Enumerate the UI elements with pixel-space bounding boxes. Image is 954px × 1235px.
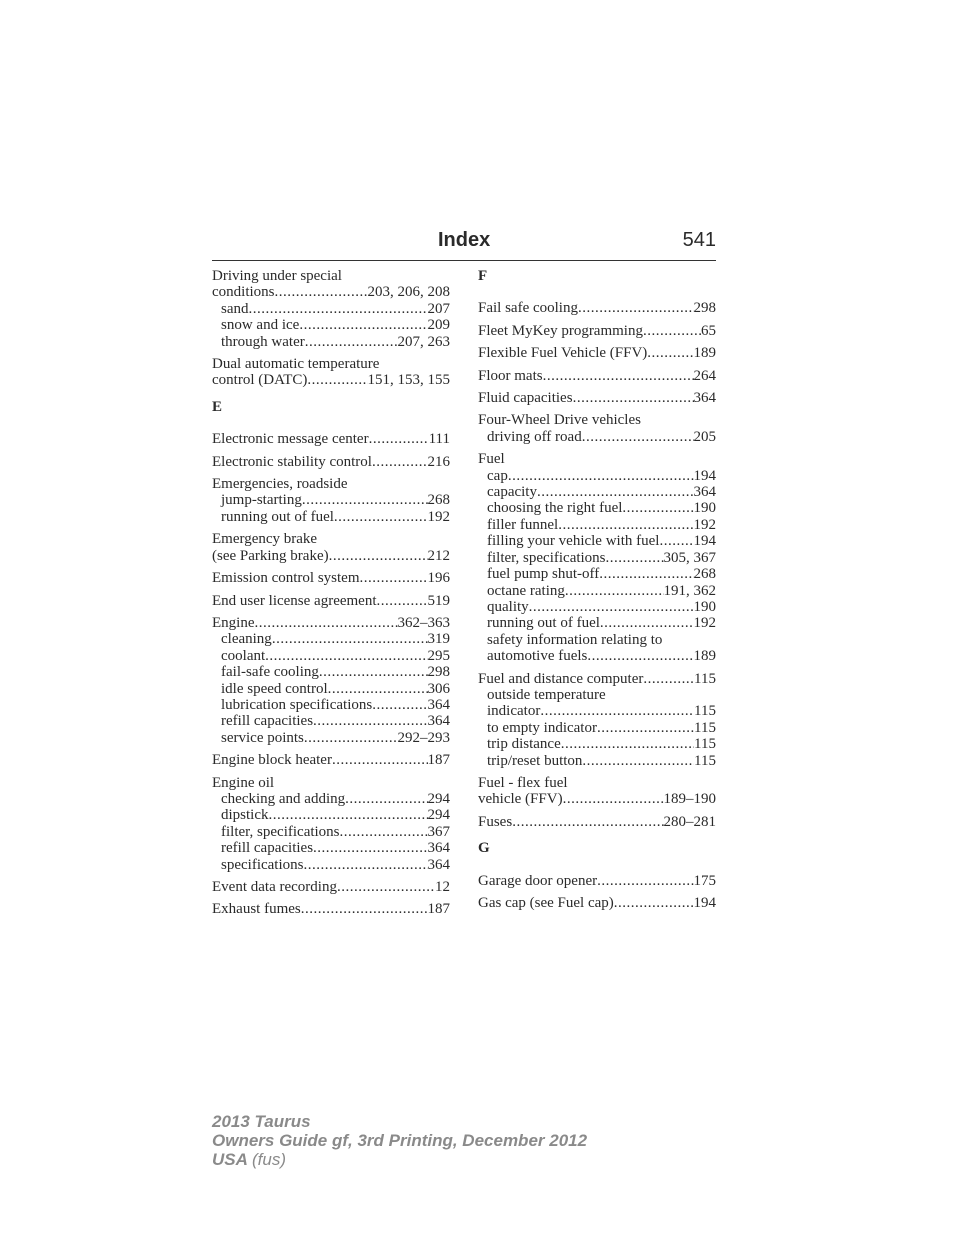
page-number: 541	[682, 229, 716, 251]
entry-text: Four-Wheel Drive vehicles	[478, 412, 641, 429]
entry-text: trip/reset button	[487, 752, 583, 769]
leader-dots	[561, 736, 694, 752]
leader-dots	[332, 752, 428, 768]
leader-dots	[255, 615, 398, 631]
index-subentry	[212, 807, 450, 823]
index-entry-line	[478, 390, 716, 406]
page-reference: 115	[694, 670, 716, 687]
page-reference: 367	[427, 823, 450, 840]
entry-text: through water	[221, 333, 305, 350]
entry-text: service points	[221, 729, 304, 746]
page-reference: 111	[428, 431, 450, 448]
entry-text: Flexible Fuel Vehicle (FFV)	[478, 345, 648, 362]
leader-dots	[529, 599, 694, 615]
index-subentry	[212, 317, 450, 333]
page-reference: 362–363	[397, 614, 450, 631]
index-subentry	[478, 429, 716, 445]
entry-text: driving off road	[487, 428, 582, 445]
page-reference: 280–281	[663, 813, 716, 830]
leader-dots	[372, 697, 427, 713]
entry-text: filling your vehicle with fuel	[487, 533, 660, 550]
page-reference: 292–293	[397, 729, 450, 746]
index-entry-line	[212, 879, 450, 895]
section-letter: G	[478, 840, 490, 857]
entry-text: trip distance	[487, 736, 561, 753]
index-entry-line	[212, 593, 450, 609]
leader-dots	[313, 713, 427, 729]
index-entry-line	[212, 372, 450, 388]
entry-text: Garage door opener	[478, 872, 598, 889]
section-letter: F	[478, 268, 488, 284]
entry-text: Fuel - flex fuel	[478, 774, 568, 791]
leader-dots	[622, 500, 693, 516]
index-subentry	[478, 566, 716, 582]
page-reference: 364	[693, 390, 716, 407]
entry-text: Fluid capacities	[478, 390, 573, 407]
entry-text: Driving under special	[212, 268, 342, 284]
page-reference: 189	[693, 648, 716, 665]
page-reference: 190	[693, 598, 716, 615]
footer	[212, 1112, 587, 1169]
index-entry	[212, 615, 450, 746]
index-entry-line	[212, 476, 450, 492]
entry-text: lubrication specifications	[221, 696, 373, 713]
index-entry	[212, 431, 450, 447]
index-entry	[212, 593, 450, 609]
entry-text: dipstick	[221, 807, 269, 824]
index-subentry	[212, 697, 450, 713]
leader-dots	[537, 484, 694, 500]
index-subentry	[212, 791, 450, 807]
leader-dots	[360, 570, 428, 586]
leader-dots	[334, 509, 428, 525]
leader-dots	[328, 681, 428, 697]
index-subentry	[478, 500, 716, 516]
page-reference: 268	[427, 492, 450, 509]
leader-dots	[543, 368, 694, 384]
page-reference: 190	[693, 500, 716, 517]
entry-text: Electronic stability control	[212, 453, 372, 470]
page-reference: 294	[427, 790, 450, 807]
index-entry	[478, 412, 716, 445]
leader-dots	[600, 615, 694, 631]
entry-text: idle speed control	[221, 680, 328, 697]
index-entry	[212, 775, 450, 873]
index-entry-line	[212, 752, 450, 768]
entry-text: Engine block heater	[212, 752, 332, 769]
leader-dots	[345, 791, 427, 807]
index-entry	[478, 671, 716, 769]
index-entry	[478, 873, 716, 889]
index-subentry	[478, 736, 716, 752]
index-subentry	[212, 824, 450, 840]
entry-text: Emergencies, roadside	[212, 476, 348, 493]
leader-dots	[305, 334, 398, 350]
entry-text: Event data recording	[212, 879, 337, 895]
index-entry-line	[478, 300, 716, 316]
page-reference: 364	[427, 696, 450, 713]
page-reference: 519	[427, 592, 450, 609]
entry-text: checking and adding	[221, 790, 346, 807]
index-subentry	[478, 632, 716, 648]
index-subentry	[212, 648, 450, 664]
index-entry-line	[478, 412, 716, 428]
leader-dots	[582, 753, 694, 769]
index-entry-line	[212, 901, 450, 917]
page-reference: 294	[427, 807, 450, 824]
index-subentry	[478, 599, 716, 615]
page-reference: 189	[693, 345, 716, 362]
index-entry-line	[478, 323, 716, 339]
entry-text: snow and ice	[221, 317, 300, 334]
entry-text: capacity	[487, 484, 537, 501]
entry-text: Engine	[212, 614, 255, 631]
index-entry	[478, 368, 716, 384]
page-reference: 151, 153, 155	[367, 372, 450, 389]
index-entry-line	[212, 268, 450, 284]
index-entry	[212, 454, 450, 470]
leader-dots	[587, 648, 693, 664]
entry-text: fuel pump shut-off	[487, 566, 600, 583]
page-reference: 364	[427, 713, 450, 730]
page-reference: 203, 206, 208	[367, 284, 450, 301]
index-entry	[212, 901, 450, 917]
index-entry	[478, 300, 716, 316]
page-reference: 12	[435, 879, 450, 895]
index-subentry	[212, 492, 450, 508]
leader-dots	[659, 533, 693, 549]
index-entry-line	[212, 775, 450, 791]
page-reference: 115	[694, 719, 716, 736]
leader-dots	[329, 548, 428, 564]
entry-text: Dual automatic temperature	[212, 356, 380, 373]
index-subentry	[212, 334, 450, 350]
index-entry	[212, 879, 450, 895]
index-entry	[212, 356, 450, 389]
leader-dots	[302, 492, 428, 508]
entry-text: Emergency brake	[212, 531, 318, 548]
page-reference: 268	[693, 566, 716, 583]
entry-text: Fleet MyKey programming	[478, 322, 643, 339]
index-entry-line	[212, 431, 450, 447]
page-reference: 65	[701, 322, 716, 339]
entry-text: Emission control system	[212, 570, 360, 587]
index-entry-line	[478, 814, 716, 830]
leader-dots	[606, 550, 664, 566]
entry-text: refill capacities	[221, 840, 314, 857]
leader-dots	[563, 791, 664, 807]
index-entry-line	[212, 548, 450, 564]
page-reference: 209	[427, 317, 450, 334]
entry-text: Fail safe cooling	[478, 300, 578, 317]
index-entry-line	[478, 345, 716, 361]
page-header	[212, 229, 716, 261]
index-entry	[478, 390, 716, 406]
index-entry	[478, 345, 716, 361]
page-reference: 194	[693, 533, 716, 550]
index-subentry	[212, 730, 450, 746]
leader-dots	[340, 824, 428, 840]
page-reference: 192	[693, 516, 716, 533]
index-entry	[212, 268, 450, 350]
entry-text: control (DATC)	[212, 372, 308, 389]
leader-dots	[614, 895, 694, 911]
page-reference: 115	[694, 736, 716, 753]
entry-text: jump-starting	[221, 492, 302, 509]
leader-dots	[313, 840, 427, 856]
index-entry-line	[478, 671, 716, 687]
index-entry-line	[478, 791, 716, 807]
index-entry	[212, 476, 450, 525]
page-reference: 192	[693, 615, 716, 632]
entry-text: Fuel	[478, 451, 505, 468]
page-reference: 319	[427, 631, 450, 648]
leader-dots	[565, 583, 664, 599]
index-entry-line	[212, 454, 450, 470]
index-column-left	[212, 268, 450, 924]
index-subentry	[478, 615, 716, 631]
index-entry-line	[478, 895, 716, 911]
leader-dots	[643, 323, 701, 339]
entry-text: refill capacities	[221, 713, 314, 730]
entry-text: outside temperature	[487, 686, 606, 703]
leader-dots	[647, 345, 693, 361]
index-subentry	[478, 703, 716, 719]
leader-dots	[578, 300, 694, 316]
entry-text: vehicle (FFV)	[478, 791, 563, 808]
entry-text: filter, specifications	[487, 549, 606, 566]
leader-dots	[269, 807, 428, 823]
page-reference: 364	[427, 856, 450, 873]
index-entry-line	[212, 284, 450, 300]
entry-text: running out of fuel	[487, 615, 600, 632]
leader-dots	[558, 517, 693, 533]
index-entry-line	[212, 615, 450, 631]
entry-text: End user license agreement	[212, 592, 377, 609]
index-subentry	[478, 533, 716, 549]
page-reference: 194	[693, 895, 716, 911]
page-reference: 187	[427, 752, 450, 769]
entry-text: Floor mats	[478, 367, 543, 384]
leader-dots	[512, 814, 663, 830]
entry-text: quality	[487, 598, 529, 615]
page-reference: 189–190	[663, 791, 716, 808]
page-reference: 298	[427, 664, 450, 681]
page-title: Index	[438, 229, 491, 251]
entry-text: fail-safe cooling	[221, 664, 319, 681]
index-column-right	[478, 268, 716, 917]
entry-text: Fuses	[478, 813, 513, 830]
leader-dots	[337, 879, 435, 895]
index-subentry	[212, 631, 450, 647]
leader-dots	[372, 454, 428, 470]
entry-text: Gas cap (see Fuel cap)	[478, 895, 614, 911]
index-entry	[478, 814, 716, 830]
page-reference: 192	[427, 508, 450, 525]
index-subentry	[212, 509, 450, 525]
page-reference: 115	[694, 703, 716, 720]
footer-region-main: USA	[212, 1150, 248, 1169]
entry-text: (see Parking brake)	[212, 547, 329, 564]
page-reference: 305, 367	[663, 549, 716, 566]
index-entry-line	[212, 356, 450, 372]
index-entry	[212, 570, 450, 586]
page-reference: 264	[693, 367, 716, 384]
leader-dots	[265, 648, 427, 664]
index-entry-line	[478, 368, 716, 384]
leader-dots	[582, 429, 694, 445]
section-letter: E	[212, 398, 223, 415]
entry-text: Electronic message center	[212, 431, 369, 448]
leader-dots	[303, 857, 427, 873]
page-reference: 191, 362	[663, 582, 716, 599]
index-entry-line	[478, 873, 716, 889]
leader-dots	[307, 372, 367, 388]
entry-text: specifications	[221, 856, 304, 873]
page-reference: 207	[427, 300, 450, 317]
entry-text: safety information relating to	[487, 631, 663, 648]
entry-text: indicator	[487, 703, 541, 720]
footer-region-suffix: (fus)	[252, 1150, 286, 1169]
entry-text: choosing the right fuel	[487, 500, 623, 517]
index-subentry	[478, 687, 716, 703]
index-subentry	[478, 648, 716, 664]
leader-dots	[377, 593, 428, 609]
leader-dots	[643, 671, 694, 687]
index-entry-line	[478, 451, 716, 467]
index-subentry	[478, 517, 716, 533]
entry-text: cap	[487, 467, 508, 484]
page-reference: 306	[427, 680, 450, 697]
index-subentry	[212, 664, 450, 680]
entry-text: sand	[221, 300, 249, 317]
entry-text: Engine oil	[212, 774, 275, 791]
index-subentry	[478, 753, 716, 769]
entry-text: Exhaust fumes	[212, 901, 301, 918]
leader-dots	[597, 873, 693, 889]
index-subentry	[478, 720, 716, 736]
index-subentry	[478, 468, 716, 484]
footer-region	[212, 1150, 587, 1169]
index-entry-line	[212, 570, 450, 586]
index-entry-line	[212, 531, 450, 547]
index-entry	[212, 531, 450, 564]
entry-text: filler funnel	[487, 516, 559, 533]
leader-dots	[540, 703, 694, 719]
index-subentry	[212, 301, 450, 317]
entry-text: filter, specifications	[221, 823, 340, 840]
entry-text: octane rating	[487, 582, 565, 599]
index-subentry	[478, 583, 716, 599]
page-reference: 194	[693, 467, 716, 484]
index-subentry	[478, 484, 716, 500]
leader-dots	[508, 468, 694, 484]
leader-dots	[369, 431, 429, 447]
page-reference: 175	[693, 872, 716, 889]
index-subentry	[212, 857, 450, 873]
entry-text: to empty indicator	[487, 719, 597, 736]
leader-dots	[599, 566, 693, 582]
footer-model: 2013 Taurus	[212, 1112, 311, 1131]
index-entry	[478, 775, 716, 808]
entry-text: coolant	[221, 647, 266, 664]
leader-dots	[597, 720, 694, 736]
leader-dots	[573, 390, 694, 406]
entry-text: running out of fuel	[221, 508, 334, 525]
index-entry-line	[478, 775, 716, 791]
leader-dots	[301, 901, 428, 917]
index-subentry	[212, 713, 450, 729]
page-reference: 196	[427, 570, 450, 587]
page-reference: 207, 263	[397, 333, 450, 350]
entry-text: Fuel and distance computer	[478, 670, 644, 687]
leader-dots	[249, 301, 428, 317]
footer-printing: Owners Guide gf, 3rd Printing, December 2012	[212, 1131, 588, 1150]
page-reference: 298	[693, 300, 716, 317]
leader-dots	[275, 284, 368, 300]
index-subentry	[212, 681, 450, 697]
leader-dots	[272, 631, 428, 647]
entry-text: cleaning	[221, 631, 272, 648]
entry-text: conditions	[212, 284, 275, 301]
page-reference: 115	[694, 752, 716, 769]
page-reference: 364	[693, 484, 716, 501]
page-reference: 187	[427, 901, 450, 918]
leader-dots	[299, 317, 427, 333]
index-entry	[212, 752, 450, 768]
index-subentry	[478, 550, 716, 566]
entry-text: automotive fuels	[487, 648, 588, 665]
page-reference: 295	[427, 647, 450, 664]
index-entry	[478, 895, 716, 911]
leader-dots	[304, 730, 398, 746]
index-entry	[478, 451, 716, 664]
page-reference: 212	[427, 547, 450, 564]
page-reference: 216	[427, 453, 450, 470]
index-entry	[478, 323, 716, 339]
page-reference: 205	[693, 428, 716, 445]
leader-dots	[319, 664, 428, 680]
page-reference: 364	[427, 840, 450, 857]
index-subentry	[212, 840, 450, 856]
